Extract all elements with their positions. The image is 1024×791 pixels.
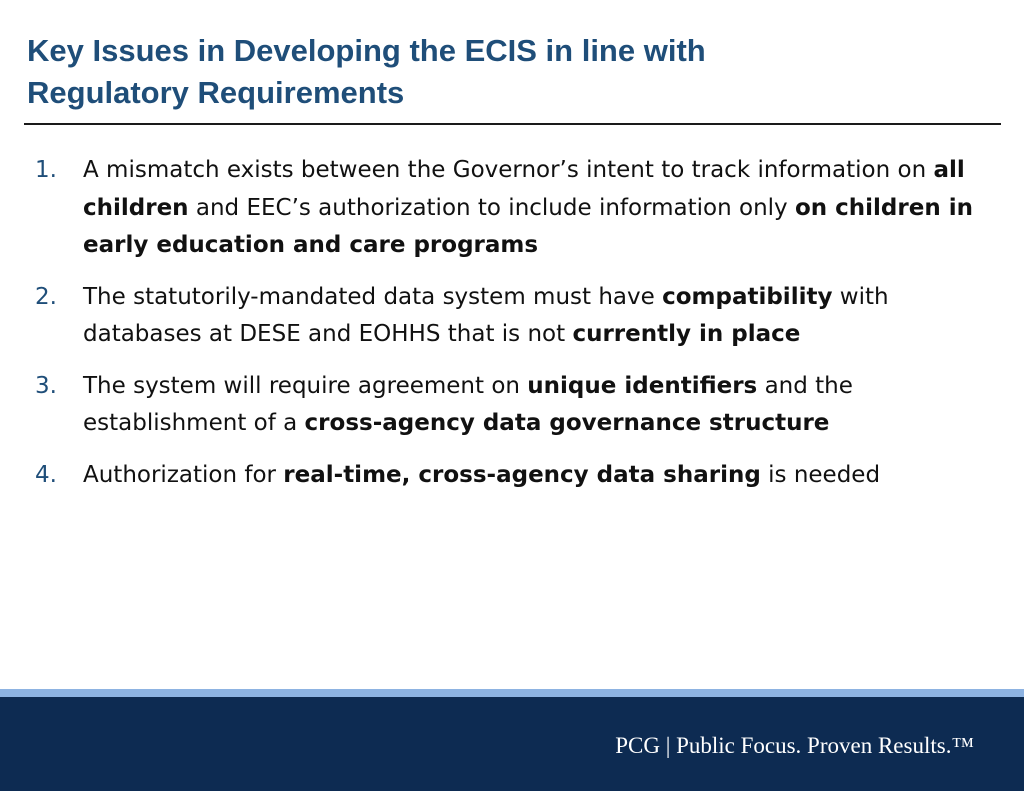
issue-text-segment: with databases at DESE and EOHHS that is not	[83, 283, 889, 347]
issue-text-emphasis: compatibility	[662, 283, 833, 310]
issue-item-2	[35, 279, 975, 354]
issue-text-segment: The statutorily-mandated data system must have	[83, 283, 663, 310]
issue-text-segment: The system will require agreement on	[83, 372, 528, 399]
footer-stripe	[0, 689, 1024, 697]
issue-text-segment: and the establishment of a	[83, 372, 853, 436]
issue-item-1	[35, 152, 975, 265]
issue-item-3	[35, 368, 975, 443]
slide-title-line-2: Regulatory Requirements	[27, 75, 405, 110]
issue-text-segment: and EEC’s authorization to include information only	[188, 194, 795, 221]
issue-text-emphasis: unique identifiers	[527, 372, 758, 399]
issue-text-emphasis: on children in early education and care programs	[83, 194, 973, 258]
issue-text-emphasis: cross-agency data governance structure	[304, 410, 830, 436]
issue-text-segment: Authorization for	[83, 461, 284, 488]
issue-text-segment: A mismatch exists between the Governor’s intent to track information on	[83, 157, 934, 183]
slide-title	[27, 30, 987, 114]
issue-text-emphasis: currently in place	[572, 321, 801, 347]
issue-text-emphasis: real-time, cross-agency data sharing	[283, 461, 761, 488]
slide-title-line-1: Key Issues in Developing the ECIS in line with	[27, 33, 706, 68]
issue-number: 3.	[35, 372, 57, 399]
title-divider	[24, 123, 1001, 125]
issue-text-segment: is needed	[760, 461, 881, 488]
issue-text	[83, 157, 973, 258]
issue-text-emphasis: all children	[83, 157, 965, 221]
footer-tagline: PCG | Public Focus. Proven Results.™	[615, 733, 974, 758]
issue-text	[83, 462, 880, 488]
issue-number: 2.	[35, 283, 57, 310]
issue-number: 4.	[35, 461, 57, 488]
issue-number: 1.	[35, 157, 57, 183]
issue-text	[83, 284, 889, 348]
issues-list	[35, 152, 975, 508]
issue-item-4	[35, 457, 975, 495]
footer-band	[0, 697, 1024, 791]
issue-text	[83, 373, 853, 437]
